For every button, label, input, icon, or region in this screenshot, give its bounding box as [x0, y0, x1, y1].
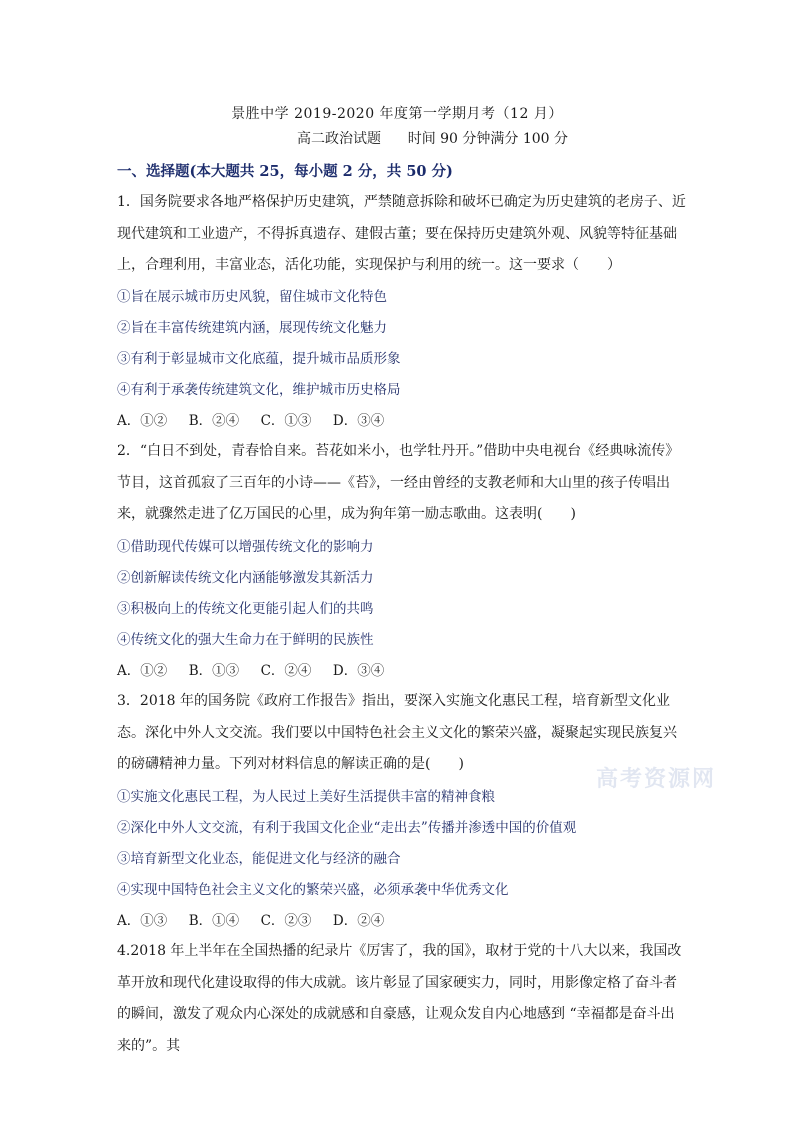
question-1-stem: 1．国务院要求各地严格保护历史建筑，严禁随意拆除和破坏已确定为历史建筑的老房子、近现代建筑和工业遗产，不得拆真遗存、建假古董；要在保持历史建筑外观、风貌等特征基础上，合理利用，丰富业态，活化功能，实现保护与利用的统一。这一要求（ ）	[117, 194, 686, 273]
question-1-answers: A．①② B．②④ C．①③ D．③④	[117, 413, 385, 429]
question-2-option-2: ②创新解读传统文化内涵能够激发其新活力	[117, 570, 374, 586]
question-2-answers: A．①② B．①③ C．②④ D．③④	[117, 663, 385, 679]
section-title: 一、选择题(本大题共 25，每小题 2 分，共 50 分)	[117, 163, 453, 180]
question-3-option-2: ②深化中外人文交流，有利于我国文化企业“走出去”传播并渗透中国的价值观	[117, 820, 577, 836]
question-4-stem: 4.2018 年上半年在全国热播的纪录片《厉害了，我的国》，取材于党的十八大以来，我国改革开放和现代化建设取得的伟大成就。该片彰显了国家硬实力，同时，用影像定格了奋斗者的瞬间，激发了观众内心深处的成就感和自豪感，让观众发自内心地感到 “幸福都是奋斗出来的”。其	[117, 943, 682, 1054]
exam-subtitle: 高二政治试题 时间 90 分钟满分 100 分	[297, 131, 569, 147]
question-1-option-2: ②旨在丰富传统建筑内涵，展现传统文化魅力	[117, 320, 387, 336]
exam-title: 景胜中学 2019-2020 年度第一学期月考（12 月）	[231, 106, 563, 122]
question-2-option-1: ①借助现代传媒可以增强传统文化的影响力	[117, 539, 374, 555]
watermark: 高考资源网	[596, 766, 717, 792]
question-3-option-3: ③培育新型文化业态，能促进文化与经济的融合	[117, 851, 401, 867]
question-1-option-3: ③有利于彰显城市文化底蕴，提升城市品质形象	[117, 351, 401, 367]
question-2-stem: 2．“白日不到处，青春恰自来。苔花如米小，也学牡丹开。”借助中央电视台《经典咏流传》节目，这首孤寂了三百年的小诗——《苔》，一经由曾经的支教老师和大山里的孩子传唱出来，就骤然走进了亿万国民的心里，成为狗年第一励志歌曲。这表明( )	[117, 443, 680, 522]
question-1-option-1: ①旨在展示城市历史风貌，留住城市文化特色	[117, 289, 387, 305]
question-1-option-4: ④有利于承袭传统建筑文化，维护城市历史格局	[117, 382, 401, 398]
question-2-option-4: ④传统文化的强大生命力在于鲜明的民族性	[117, 632, 374, 648]
question-3-answers: A．①③ B．①④ C．②③ D．②④	[117, 913, 385, 929]
question-3-option-4: ④实现中国特色社会主义文化的繁荣兴盛，必须承袭中华优秀文化	[117, 882, 509, 898]
question-2-option-3: ③积极向上的传统文化更能引起人们的共鸣	[117, 601, 374, 617]
question-3-stem: 3．2018 年的国务院《政府工作报告》指出，要深入实施文化惠民工程，培育新型文化业态。深化中外人文交流。我们要以中国特色社会主义文化的繁荣兴盛，凝聚起实现民族复兴的磅礴精神力量。下列对材料信息的解读正确的是( )	[117, 693, 677, 772]
question-3-option-1: ①实施文化惠民工程，为人民过上美好生活提供丰富的精神食粮	[117, 789, 495, 805]
